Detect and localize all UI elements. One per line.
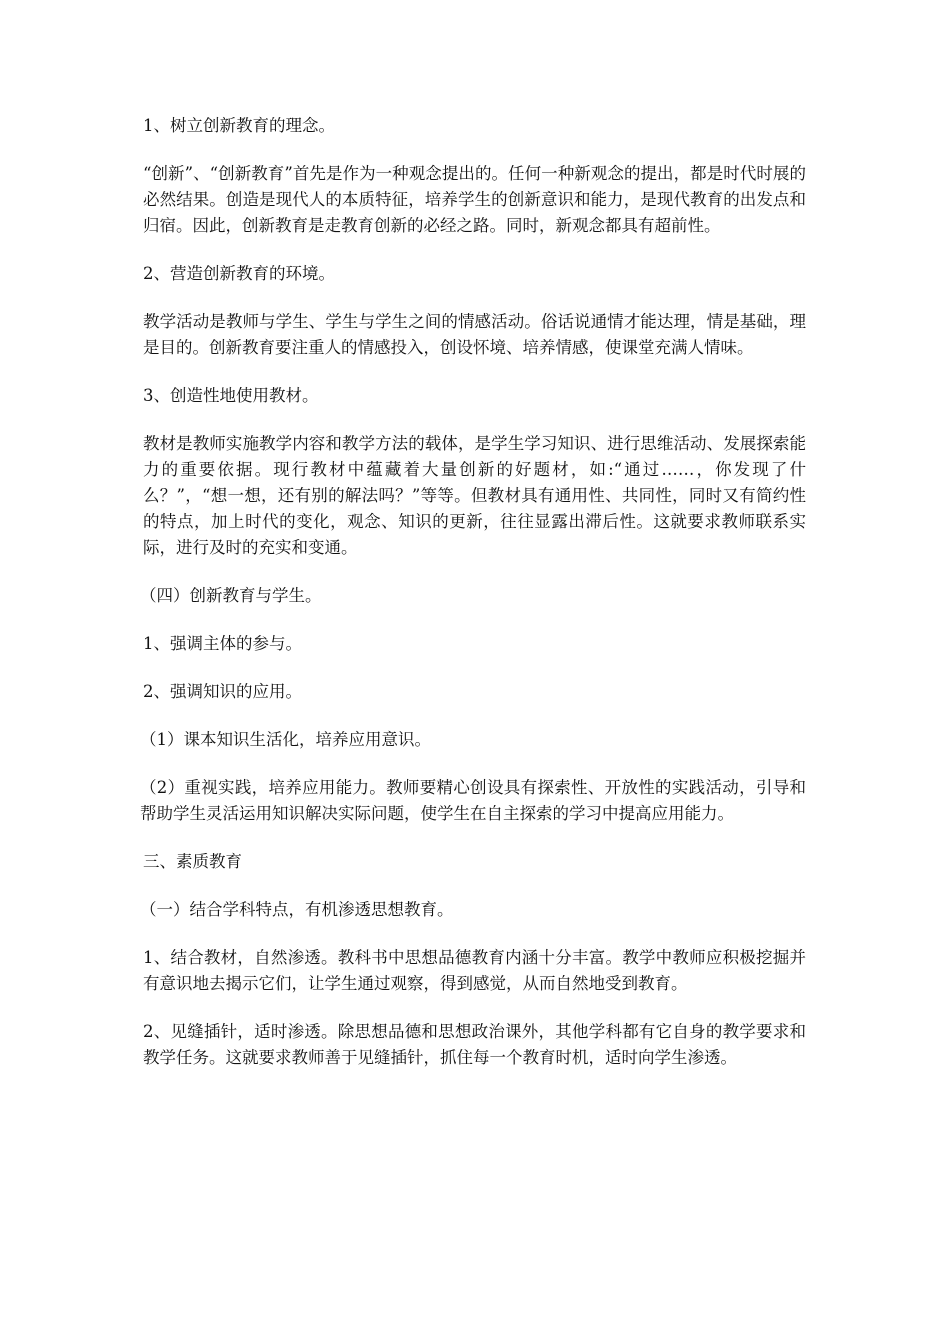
section-heading-establish-concept: 1、树立创新教育的理念。 (143, 116, 335, 135)
document-page (140, 113, 806, 1093)
paragraph-timely-infiltration: 2、见缝插针，适时渗透。除思想品德和思想政治课外，其他学科都有它自身的教学要求和教学任务。这就要求教师善于见缝插针，抓住每一个教育时机，适时向学生渗透。 (143, 1022, 806, 1067)
paragraph-natural-infiltration: 1、结合教材，自然渗透。教科书中思想品德教育内涵十分丰富。教学中教师应积极挖掘并有意识地去揭示它们，让学生通过观察，得到感觉，从而自然地受到教育。 (143, 948, 806, 993)
paragraph-teaching-activity: 教学活动是教师与学生、学生与学生之间的情感活动。俗话说通情才能达理，情是基础，理是目的。创新教育要注重人的情感投入，创设怀境、培养情感，使课堂充满人情味。 (143, 312, 806, 357)
paragraph-textbook-carrier: 教材是教师实施教学内容和教学方法的载体，是学生学习知识、进行思维活动、发展探索能力的重要依据。现行教材中蕴藏着大量创新的好题材，如:“通过……，你发现了什么？”，“想一想，还有别的解法吗？”等等。但教材具有通用性、共同性，同时又有简约性的特点，加上时代的变化，观念、知识的更新，往往显露出滞后性。这就要求教师联系实际，进行及时的充实和变通。 (143, 434, 806, 557)
section-heading-moral-education: （一）结合学科特点，有机渗透思想教育。 (140, 900, 454, 919)
section-heading-innovation-students: （四）创新教育与学生。 (140, 586, 322, 605)
section-heading-create-environment: 2、营造创新教育的环境。 (143, 264, 335, 283)
list-item-subject-participation: 1、强调主体的参与。 (143, 634, 302, 653)
section-heading-quality-education: 三、素质教育 (143, 852, 242, 871)
section-heading-use-textbooks: 3、创造性地使用教材。 (143, 386, 319, 405)
sub-item-knowledge-life: （1）课本知识生活化，培养应用意识。 (140, 730, 431, 749)
sub-item-value-practice: （2）重视实践，培养应用能力。教师要精心创设具有探索性、开放性的实践活动，引导和帮助学生灵活运用知识解决实际问题，使学生在自主探索的学习中提高应用能力。 (140, 778, 806, 823)
paragraph-innovation-concept: “创新”、“创新教育”首先是作为一种观念提出的。任何一种新观念的提出，都是时代时展的必然结果。创造是现代人的本质特征，培养学生的创新意识和能力，是现代教育的出发点和归宿。因此，创新教育是走教育创新的必经之路。同时，新观念都具有超前性。 (143, 164, 806, 235)
list-item-knowledge-application: 2、强调知识的应用。 (143, 682, 302, 701)
